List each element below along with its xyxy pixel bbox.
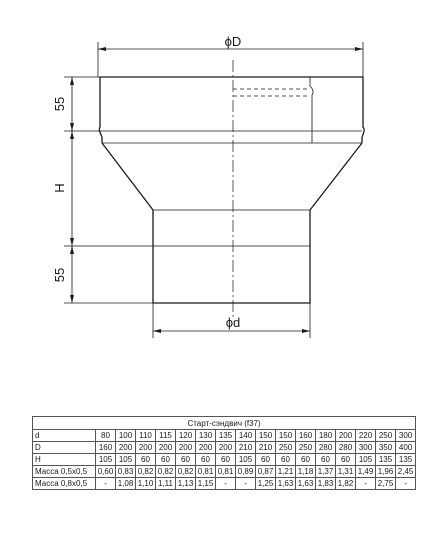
outer-diameter-label: ϕD (224, 34, 242, 49)
table-cell: 110 (136, 430, 156, 442)
arrow-down-icon (70, 238, 74, 246)
table-cell: 1,18 (296, 466, 316, 478)
upper-left-wall (99, 77, 102, 143)
upper-right-wall (362, 77, 364, 143)
table-cell: 250 (276, 442, 296, 454)
table-cell: 200 (156, 442, 176, 454)
table-cell: 1,63 (296, 478, 316, 490)
table-cell: 135 (376, 454, 396, 466)
table-cell: 1,25 (256, 478, 276, 490)
arrow-left-icon (153, 329, 161, 333)
table-cell: 1,31 (336, 466, 356, 478)
table-cell: 280 (316, 442, 336, 454)
row-label: D (33, 442, 96, 454)
table-cell: 0,81 (196, 466, 216, 478)
table-cell: 300 (396, 430, 416, 442)
table-cell: 60 (336, 454, 356, 466)
table-title: Старт-сэндвич (f37) (33, 417, 416, 430)
table-cell: 150 (256, 430, 276, 442)
table-cell: 200 (176, 442, 196, 454)
outer-diameter-dimension (98, 34, 363, 77)
table-row (33, 478, 416, 490)
table-cell: 60 (256, 454, 276, 466)
middle-height-label: H (52, 183, 67, 193)
table-cell: 210 (236, 442, 256, 454)
table-cell: 60 (156, 454, 176, 466)
table-row (33, 430, 416, 442)
table-cell: 0,83 (116, 466, 136, 478)
table-cell: 0,87 (256, 466, 276, 478)
table-cell: 200 (136, 442, 156, 454)
arrow-right-icon (355, 47, 363, 51)
table-cell: 2,45 (396, 466, 416, 478)
table-cell: 220 (356, 430, 376, 442)
table-cell: 105 (96, 454, 116, 466)
inner-diameter-label: ϕd (225, 315, 241, 330)
table-cell: 300 (356, 442, 376, 454)
table-cell: 400 (396, 442, 416, 454)
arrow-down-icon (70, 123, 74, 131)
table-cell: 1,82 (336, 478, 356, 490)
lower-cylinder (153, 210, 310, 303)
table-cell: 105 (116, 454, 136, 466)
row-label: H (33, 454, 96, 466)
table-cell: 1,13 (176, 478, 196, 490)
pipe-body (99, 77, 364, 303)
table-cell: - (216, 478, 236, 490)
table-cell: 160 (296, 430, 316, 442)
table-cell: - (96, 478, 116, 490)
table-cell: 1,49 (356, 466, 376, 478)
table-cell: 1,21 (276, 466, 296, 478)
table-cell: 200 (216, 442, 236, 454)
table-cell: 0,82 (176, 466, 196, 478)
table-cell: 120 (176, 430, 196, 442)
table-cell: 1,83 (316, 478, 336, 490)
arrow-up-icon (70, 131, 74, 139)
table-cell: 60 (296, 454, 316, 466)
table-cell: - (236, 478, 256, 490)
table-cell: 250 (376, 430, 396, 442)
table-cell: 140 (236, 430, 256, 442)
bottom-height-label: 55 (52, 267, 67, 283)
row-label: d (33, 430, 96, 442)
top-height-label: 55 (52, 96, 67, 112)
table-cell: 150 (276, 430, 296, 442)
table-cell: 1,11 (156, 478, 176, 490)
table-cell: 0,81 (216, 466, 236, 478)
table-cell: 1,10 (136, 478, 156, 490)
table-cell: 350 (376, 442, 396, 454)
table-row (33, 466, 416, 478)
table-cell: 135 (216, 430, 236, 442)
table-cell: 0,60 (96, 466, 116, 478)
table-cell: 1,37 (316, 466, 336, 478)
table-cell: 1,63 (276, 478, 296, 490)
table-cell: 60 (216, 454, 236, 466)
row-label: Масса 0,8x0,5 (33, 478, 96, 490)
table-cell: 0,82 (156, 466, 176, 478)
table-cell: 1,15 (196, 478, 216, 490)
inner-diameter-dimension (153, 303, 310, 338)
table-row (33, 454, 416, 466)
cone-left (102, 143, 153, 210)
table-cell: 105 (356, 454, 376, 466)
table-title-row (33, 417, 416, 430)
upper-inner-line (310, 77, 313, 143)
table-cell: 1,08 (116, 478, 136, 490)
table-cell: 200 (336, 430, 356, 442)
arrow-left-icon (98, 47, 106, 51)
arrow-up-icon (70, 77, 74, 85)
table-cell: 60 (176, 454, 196, 466)
table-cell: 210 (256, 442, 276, 454)
table-cell: 200 (196, 442, 216, 454)
table-cell: 135 (396, 454, 416, 466)
table-cell: 105 (236, 454, 256, 466)
table-cell: 0,89 (236, 466, 256, 478)
table-cell: - (396, 478, 416, 490)
table-cell: 200 (116, 442, 136, 454)
table-cell: 80 (96, 430, 116, 442)
table-cell: 2,75 (376, 478, 396, 490)
table-cell: 0,82 (136, 466, 156, 478)
table-cell: 280 (336, 442, 356, 454)
table-cell: 160 (96, 442, 116, 454)
arrow-down-icon (70, 295, 74, 303)
table-cell: 60 (276, 454, 296, 466)
table-cell: 100 (116, 430, 136, 442)
table-cell: 250 (296, 442, 316, 454)
table-row (33, 442, 416, 454)
arrow-up-icon (70, 246, 74, 254)
table-cell: 60 (316, 454, 336, 466)
table-cell: 60 (196, 454, 216, 466)
table-cell: 1,96 (376, 466, 396, 478)
cone-right (310, 143, 362, 210)
table-cell: 180 (316, 430, 336, 442)
table-cell: 115 (156, 430, 176, 442)
spec-table (32, 416, 416, 490)
table-cell: - (356, 478, 376, 490)
table-cell: 60 (136, 454, 156, 466)
arrow-right-icon (302, 329, 310, 333)
row-label: Масса 0,5x0,5 (33, 466, 96, 478)
table-cell: 130 (196, 430, 216, 442)
